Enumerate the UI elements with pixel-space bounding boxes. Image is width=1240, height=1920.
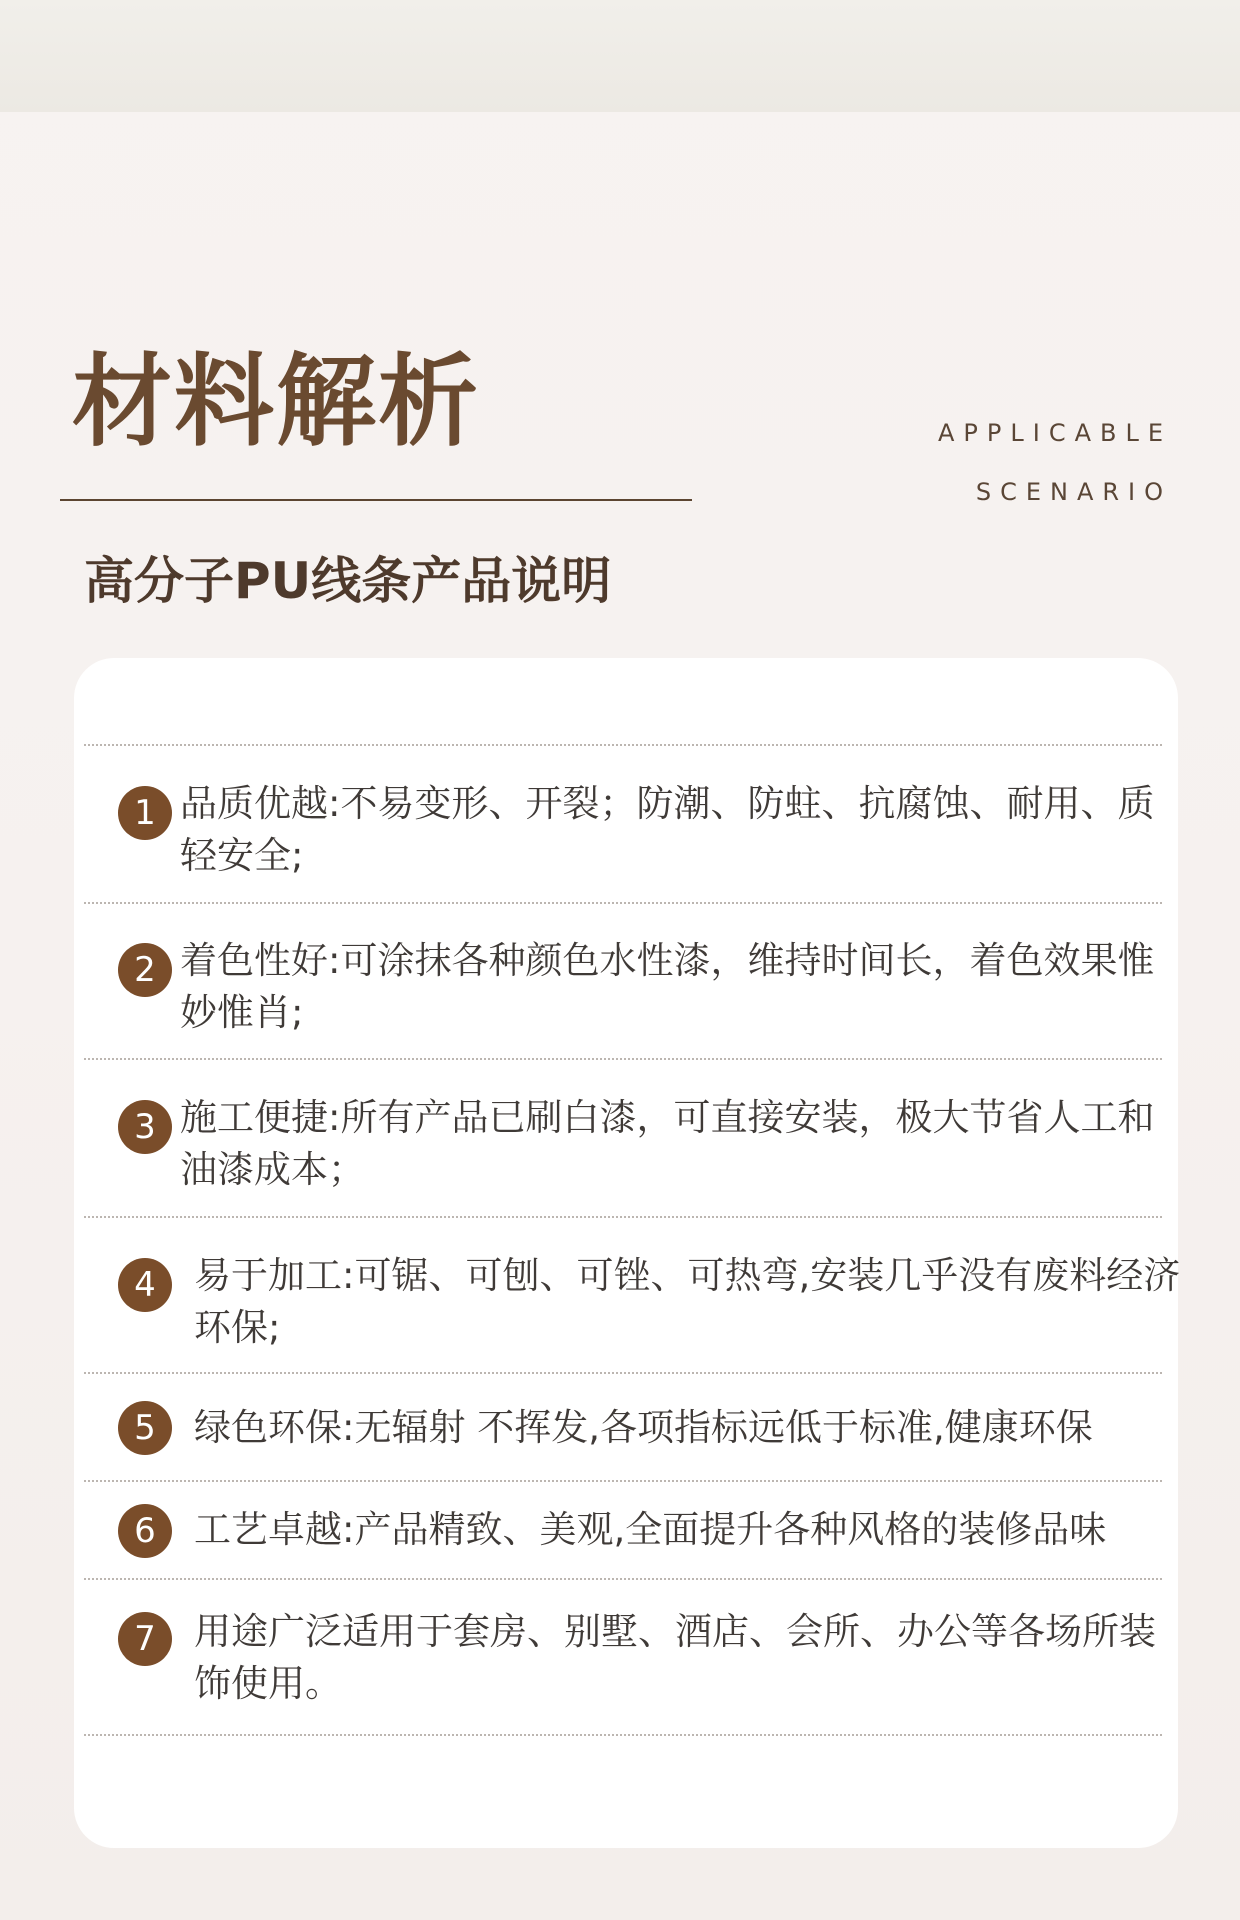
list-item <box>84 1060 1162 1218</box>
number-badge: 7 <box>118 1612 172 1666</box>
number-badge: 3 <box>118 1100 172 1154</box>
number-badge: 1 <box>118 786 172 840</box>
number-badge: 6 <box>118 1504 172 1558</box>
list-item <box>84 1580 1162 1736</box>
item-text: 品质优越:不易变形、开裂；防潮、防蛀、抗腐蚀、耐用、质轻安全; <box>180 782 1155 877</box>
item-text: 绿色环保:无辐射 不挥发,各项指标远低于标准,健康环保 <box>194 1406 1093 1449</box>
item-text: 施工便捷:所有产品已刷白漆，可直接安装，极大节省人工和油漆成本； <box>180 1096 1155 1191</box>
english-caption-line-1: APPLICABLE <box>938 419 1172 447</box>
item-text: 工艺卓越:产品精致、美观,全面提升各种风格的装修品味 <box>194 1508 1107 1551</box>
number-badge: 2 <box>118 943 172 997</box>
english-caption-line-2: SCENARIO <box>975 478 1172 506</box>
title-divider <box>60 499 692 501</box>
number-badge: 4 <box>118 1258 172 1312</box>
number-badge: 5 <box>118 1401 172 1455</box>
list-item <box>84 904 1162 1060</box>
item-text: 用途广泛适用于套房、别墅、酒店、会所、办公等各场所装饰使用。 <box>194 1610 1156 1705</box>
list-item <box>84 1482 1162 1580</box>
list-item <box>84 746 1162 904</box>
page-subtitle: 高分子PU线条产品说明 <box>84 552 612 610</box>
list-item <box>84 1218 1181 1374</box>
feature-list <box>84 744 1181 1736</box>
page-title: 材料解析 <box>72 343 480 460</box>
item-text: 易于加工:可锯、可刨、可锉、可热弯,安装几乎没有废料经济环保; <box>194 1254 1181 1349</box>
list-item <box>84 1374 1162 1482</box>
item-text: 着色性好:可涂抹各种颜色水性漆，维持时间长，着色效果惟妙惟肖; <box>180 939 1155 1034</box>
top-banner <box>0 0 1240 112</box>
